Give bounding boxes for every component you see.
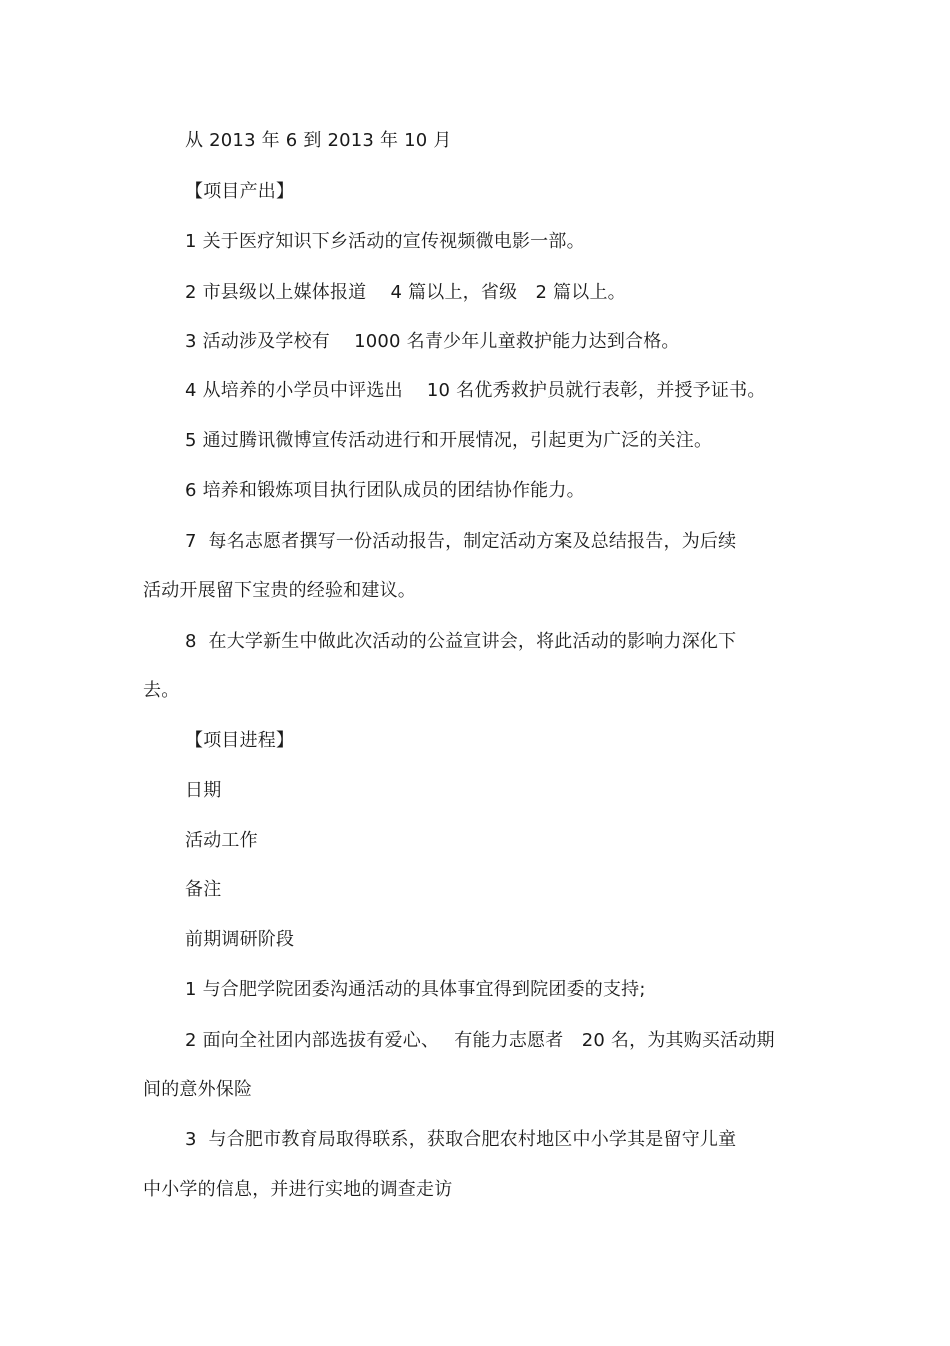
phase-item-3-line-1: 3 与合肥市教育局取得联系，获取合肥农村地区中小学其是留守儿童: [185, 1129, 737, 1150]
project-period: 从 2013 年 6 到 2013 年 10 月: [185, 130, 452, 151]
table-header-work: 活动工作: [185, 830, 258, 851]
phase-title: 前期调研阶段: [185, 929, 295, 950]
output-item-6: 6 培养和锻炼项目执行团队成员的团结协作能力。: [185, 480, 585, 501]
output-item-1: 1 关于医疗知识下乡活动的宣传视频微电影一部。: [185, 231, 585, 252]
output-item-5: 5 通过腾讯微博宣传活动进行和开展情况，引起更为广泛的关注。: [185, 430, 713, 451]
output-item-7-line-2: 活动开展留下宝贵的经验和建议。: [143, 580, 416, 601]
table-header-date: 日期: [185, 780, 222, 801]
outputs-heading: 【项目产出】: [185, 181, 295, 202]
table-header-note: 备注: [185, 879, 222, 900]
output-item-7-line-1: 7 每名志愿者撰写一份活动报告，制定活动方案及总结报告，为后续: [185, 531, 737, 552]
progress-heading: 【项目进程】: [185, 730, 295, 751]
phase-item-1: 1 与合肥学院团委沟通活动的具体事宜得到院团委的支持;: [185, 979, 646, 1000]
output-item-8-line-2: 去。: [143, 680, 180, 701]
output-item-3: 3 活动涉及学校有 1000 名青少年儿童救护能力达到合格。: [185, 331, 680, 352]
output-item-2: 2 市县级以上媒体报道 4 篇以上，省级 2 篇以上。: [185, 282, 626, 303]
phase-item-2-line-1: 2 面向全社团内部选拔有爱心、 有能力志愿者 20 名，为其购买活动期: [185, 1030, 775, 1051]
phase-item-2-line-2: 间的意外保险: [143, 1079, 253, 1100]
output-item-8-line-1: 8 在大学新生中做此次活动的公益宣讲会，将此活动的影响力深化下: [185, 631, 737, 652]
phase-item-3-line-2: 中小学的信息，并进行实地的调查走访: [143, 1179, 453, 1200]
output-item-4: 4 从培养的小学员中评选出 10 名优秀救护员就行表彰，并授予证书。: [185, 380, 766, 401]
